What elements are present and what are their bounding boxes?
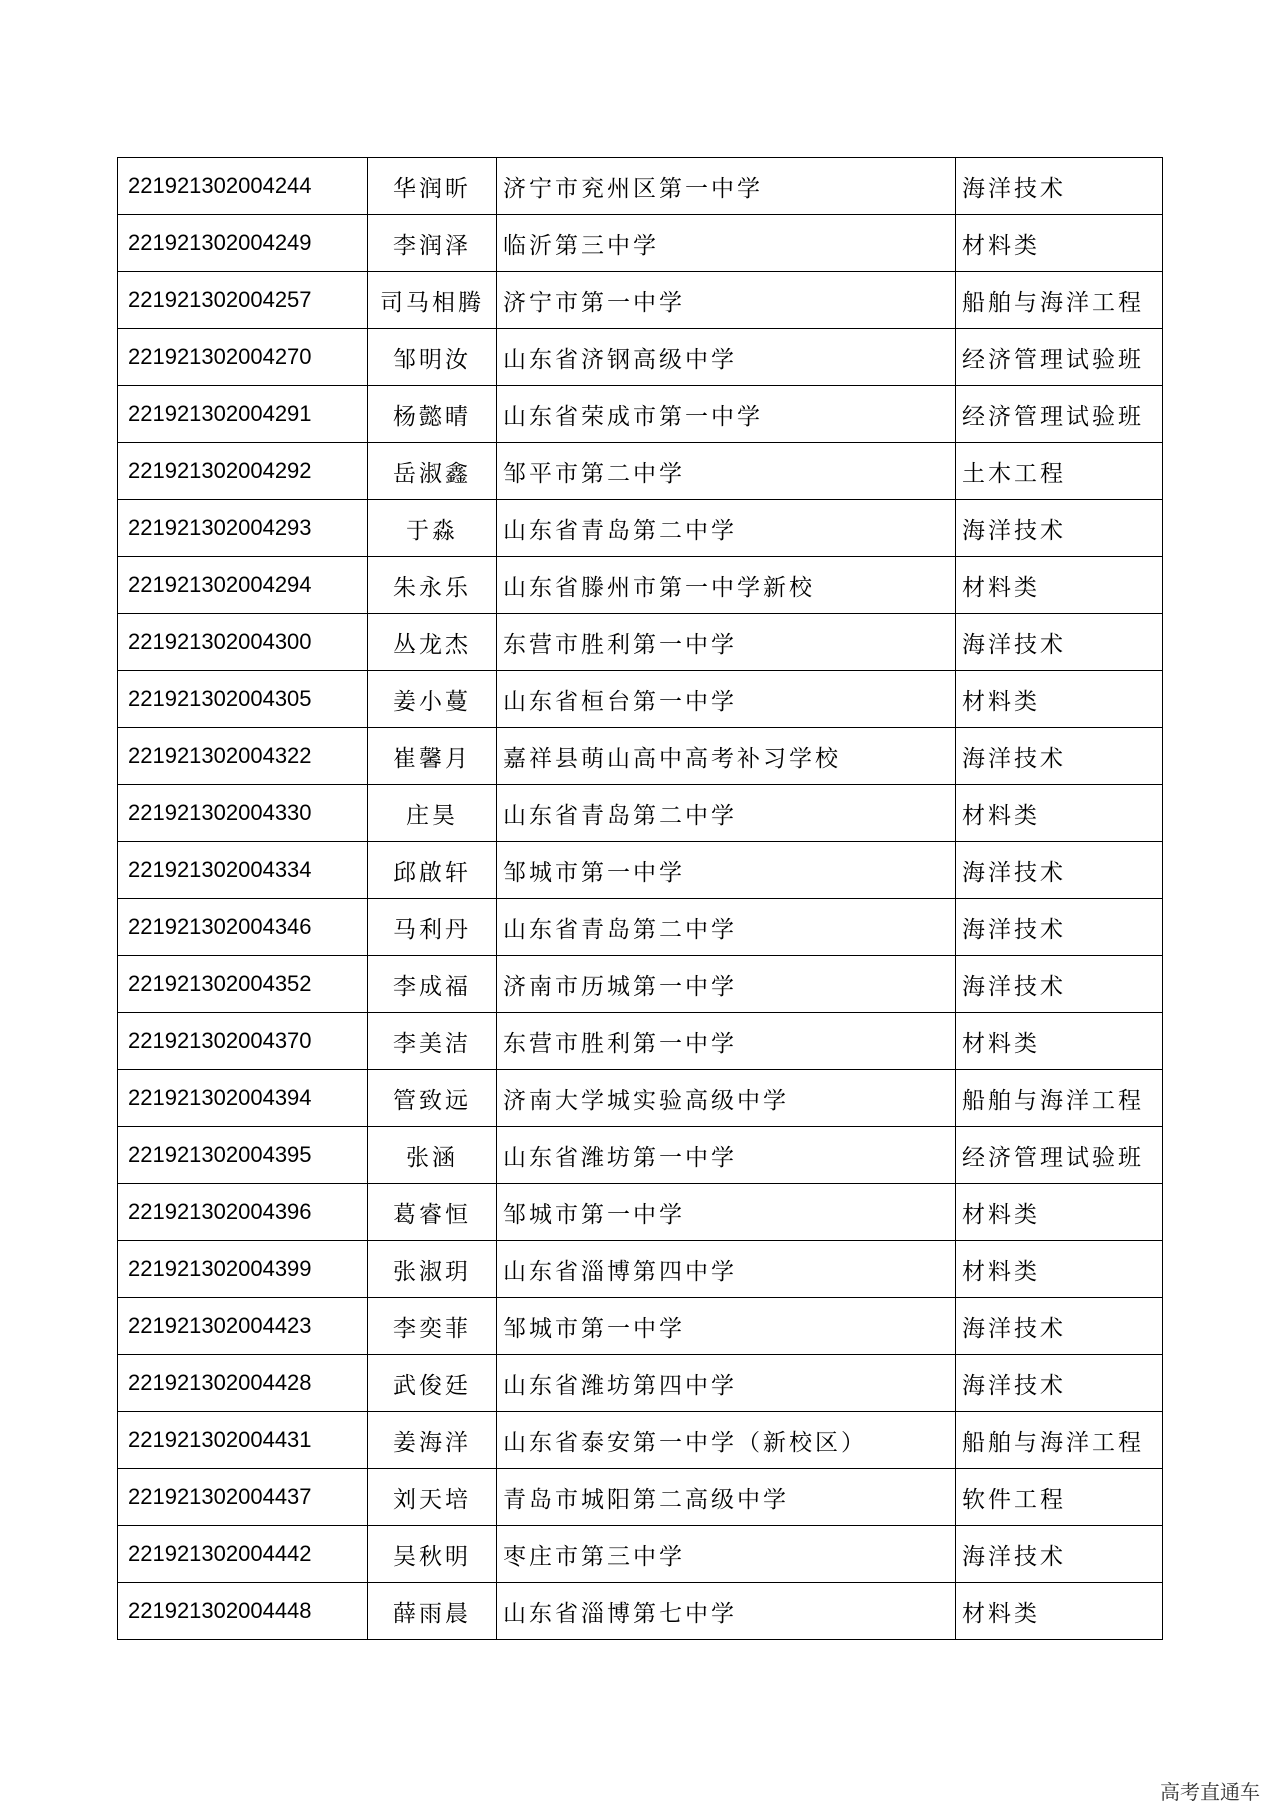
major-cell: 材料类 bbox=[956, 1013, 1163, 1070]
student-id-cell: 221921302004346 bbox=[118, 899, 368, 956]
major-cell: 船舶与海洋工程 bbox=[956, 1070, 1163, 1127]
student-name-cell: 姜小蔓 bbox=[368, 671, 497, 728]
student-name-cell: 李成福 bbox=[368, 956, 497, 1013]
student-id-cell: 221921302004370 bbox=[118, 1013, 368, 1070]
major-cell: 材料类 bbox=[956, 785, 1163, 842]
student-id-cell: 221921302004270 bbox=[118, 329, 368, 386]
major-cell: 海洋技术 bbox=[956, 500, 1163, 557]
student-id-cell: 221921302004334 bbox=[118, 842, 368, 899]
major-cell: 材料类 bbox=[956, 215, 1163, 272]
student-name-cell: 李美洁 bbox=[368, 1013, 497, 1070]
school-name-cell: 枣庄市第三中学 bbox=[497, 1526, 956, 1583]
school-name-cell: 济南市历城第一中学 bbox=[497, 956, 956, 1013]
student-name-cell: 武俊廷 bbox=[368, 1355, 497, 1412]
student-id-cell: 221921302004352 bbox=[118, 956, 368, 1013]
major-cell: 海洋技术 bbox=[956, 956, 1163, 1013]
school-name-cell: 临沂第三中学 bbox=[497, 215, 956, 272]
school-name-cell: 山东省青岛第二中学 bbox=[497, 899, 956, 956]
table-row bbox=[118, 842, 1163, 899]
school-name-cell: 山东省桓台第一中学 bbox=[497, 671, 956, 728]
school-name-cell: 嘉祥县萌山高中高考补习学校 bbox=[497, 728, 956, 785]
student-name-cell: 马利丹 bbox=[368, 899, 497, 956]
table-row bbox=[118, 1013, 1163, 1070]
school-name-cell: 山东省青岛第二中学 bbox=[497, 500, 956, 557]
student-name-cell: 杨懿晴 bbox=[368, 386, 497, 443]
student-id-cell: 221921302004291 bbox=[118, 386, 368, 443]
school-name-cell: 山东省潍坊第四中学 bbox=[497, 1355, 956, 1412]
table-row bbox=[118, 1583, 1163, 1640]
major-cell: 材料类 bbox=[956, 1241, 1163, 1298]
student-id-cell: 221921302004244 bbox=[118, 158, 368, 215]
table-row bbox=[118, 329, 1163, 386]
table-row bbox=[118, 614, 1163, 671]
table-row bbox=[118, 1241, 1163, 1298]
student-id-cell: 221921302004399 bbox=[118, 1241, 368, 1298]
student-name-cell: 葛睿恒 bbox=[368, 1184, 497, 1241]
table-row bbox=[118, 1412, 1163, 1469]
major-cell: 软件工程 bbox=[956, 1469, 1163, 1526]
table-row bbox=[118, 1070, 1163, 1127]
school-name-cell: 山东省青岛第二中学 bbox=[497, 785, 956, 842]
school-name-cell: 山东省淄博第七中学 bbox=[497, 1583, 956, 1640]
table-row bbox=[118, 899, 1163, 956]
major-cell: 材料类 bbox=[956, 557, 1163, 614]
school-name-cell: 山东省潍坊第一中学 bbox=[497, 1127, 956, 1184]
student-id-cell: 221921302004448 bbox=[118, 1583, 368, 1640]
admission-list-table bbox=[117, 157, 1163, 1640]
school-name-cell: 东营市胜利第一中学 bbox=[497, 614, 956, 671]
student-id-cell: 221921302004431 bbox=[118, 1412, 368, 1469]
major-cell: 海洋技术 bbox=[956, 728, 1163, 785]
student-id-cell: 221921302004293 bbox=[118, 500, 368, 557]
student-name-cell: 姜海洋 bbox=[368, 1412, 497, 1469]
table-row bbox=[118, 1184, 1163, 1241]
admission-list-body bbox=[118, 158, 1163, 1640]
table-row bbox=[118, 1298, 1163, 1355]
watermark-text: 高考直通车 bbox=[1160, 1780, 1260, 1804]
student-id-cell: 221921302004428 bbox=[118, 1355, 368, 1412]
major-cell: 船舶与海洋工程 bbox=[956, 1412, 1163, 1469]
school-name-cell: 邹城市第一中学 bbox=[497, 1298, 956, 1355]
table-row bbox=[118, 1127, 1163, 1184]
school-name-cell: 济宁市第一中学 bbox=[497, 272, 956, 329]
student-name-cell: 朱永乐 bbox=[368, 557, 497, 614]
student-name-cell: 张涵 bbox=[368, 1127, 497, 1184]
student-name-cell: 华润昕 bbox=[368, 158, 497, 215]
student-id-cell: 221921302004249 bbox=[118, 215, 368, 272]
table-row bbox=[118, 671, 1163, 728]
student-name-cell: 吴秋明 bbox=[368, 1526, 497, 1583]
major-cell: 海洋技术 bbox=[956, 1298, 1163, 1355]
table-row bbox=[118, 386, 1163, 443]
major-cell: 经济管理试验班 bbox=[956, 1127, 1163, 1184]
school-name-cell: 济宁市兖州区第一中学 bbox=[497, 158, 956, 215]
major-cell: 海洋技术 bbox=[956, 1526, 1163, 1583]
student-id-cell: 221921302004300 bbox=[118, 614, 368, 671]
school-name-cell: 东营市胜利第一中学 bbox=[497, 1013, 956, 1070]
student-id-cell: 221921302004257 bbox=[118, 272, 368, 329]
school-name-cell: 山东省济钢高级中学 bbox=[497, 329, 956, 386]
major-cell: 船舶与海洋工程 bbox=[956, 272, 1163, 329]
student-name-cell: 薛雨晨 bbox=[368, 1583, 497, 1640]
table-row bbox=[118, 443, 1163, 500]
student-id-cell: 221921302004322 bbox=[118, 728, 368, 785]
school-name-cell: 山东省荣成市第一中学 bbox=[497, 386, 956, 443]
student-name-cell: 张淑玥 bbox=[368, 1241, 497, 1298]
major-cell: 经济管理试验班 bbox=[956, 329, 1163, 386]
school-name-cell: 山东省泰安第一中学（新校区） bbox=[497, 1412, 956, 1469]
table-row bbox=[118, 557, 1163, 614]
student-id-cell: 221921302004330 bbox=[118, 785, 368, 842]
table-row bbox=[118, 956, 1163, 1013]
table-row bbox=[118, 785, 1163, 842]
student-name-cell: 于淼 bbox=[368, 500, 497, 557]
major-cell: 材料类 bbox=[956, 1184, 1163, 1241]
school-name-cell: 山东省滕州市第一中学新校 bbox=[497, 557, 956, 614]
student-name-cell: 刘天培 bbox=[368, 1469, 497, 1526]
student-name-cell: 管致远 bbox=[368, 1070, 497, 1127]
student-id-cell: 221921302004394 bbox=[118, 1070, 368, 1127]
student-name-cell: 邱啟轩 bbox=[368, 842, 497, 899]
student-name-cell: 邹明汝 bbox=[368, 329, 497, 386]
major-cell: 海洋技术 bbox=[956, 1355, 1163, 1412]
student-name-cell: 李润泽 bbox=[368, 215, 497, 272]
student-name-cell: 李奕菲 bbox=[368, 1298, 497, 1355]
major-cell: 海洋技术 bbox=[956, 614, 1163, 671]
student-id-cell: 221921302004423 bbox=[118, 1298, 368, 1355]
table-row bbox=[118, 1469, 1163, 1526]
student-id-cell: 221921302004395 bbox=[118, 1127, 368, 1184]
student-id-cell: 221921302004442 bbox=[118, 1526, 368, 1583]
student-id-cell: 221921302004294 bbox=[118, 557, 368, 614]
major-cell: 海洋技术 bbox=[956, 842, 1163, 899]
major-cell: 土木工程 bbox=[956, 443, 1163, 500]
table-row bbox=[118, 500, 1163, 557]
school-name-cell: 邹城市第一中学 bbox=[497, 1184, 956, 1241]
table-row bbox=[118, 272, 1163, 329]
major-cell: 海洋技术 bbox=[956, 158, 1163, 215]
table-row bbox=[118, 215, 1163, 272]
student-name-cell: 崔馨月 bbox=[368, 728, 497, 785]
school-name-cell: 济南大学城实验高级中学 bbox=[497, 1070, 956, 1127]
table-row bbox=[118, 1355, 1163, 1412]
major-cell: 材料类 bbox=[956, 671, 1163, 728]
student-id-cell: 221921302004305 bbox=[118, 671, 368, 728]
table-row bbox=[118, 1526, 1163, 1583]
school-name-cell: 邹城市第一中学 bbox=[497, 842, 956, 899]
student-name-cell: 岳淑鑫 bbox=[368, 443, 497, 500]
table-row bbox=[118, 158, 1163, 215]
school-name-cell: 山东省淄博第四中学 bbox=[497, 1241, 956, 1298]
student-id-cell: 221921302004437 bbox=[118, 1469, 368, 1526]
school-name-cell: 青岛市城阳第二高级中学 bbox=[497, 1469, 956, 1526]
table-row bbox=[118, 728, 1163, 785]
school-name-cell: 邹平市第二中学 bbox=[497, 443, 956, 500]
student-id-cell: 221921302004292 bbox=[118, 443, 368, 500]
student-id-cell: 221921302004396 bbox=[118, 1184, 368, 1241]
major-cell: 经济管理试验班 bbox=[956, 386, 1163, 443]
student-name-cell: 庄昊 bbox=[368, 785, 497, 842]
student-name-cell: 丛龙杰 bbox=[368, 614, 497, 671]
major-cell: 材料类 bbox=[956, 1583, 1163, 1640]
major-cell: 海洋技术 bbox=[956, 899, 1163, 956]
student-name-cell: 司马相腾 bbox=[368, 272, 497, 329]
